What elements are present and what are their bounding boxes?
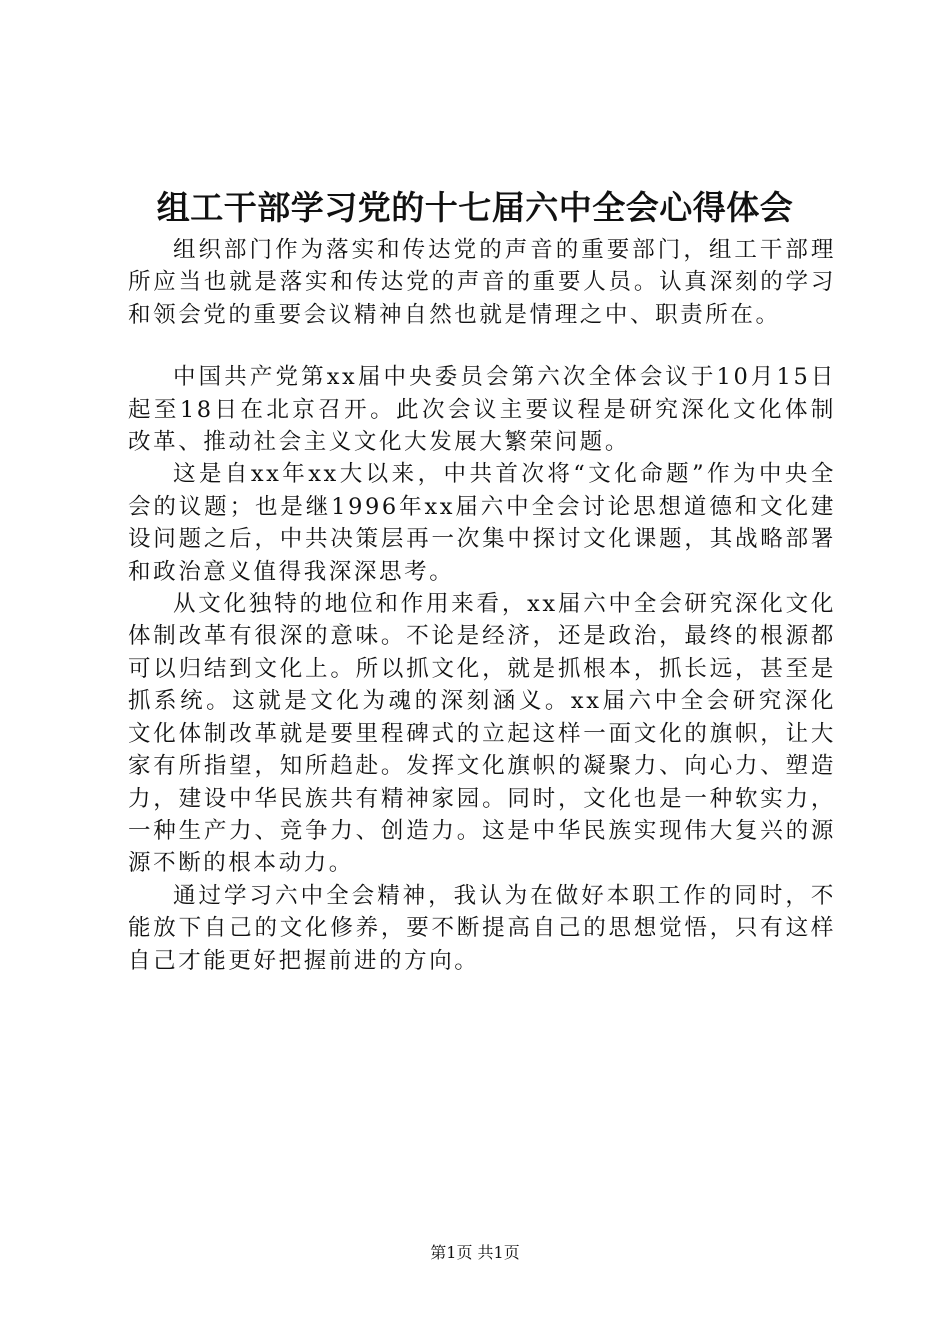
paragraph-meeting: 中国共产党第xx届中央委员会第六次全体会议于10月15日起至18日在北京召开。此次会议主要议程是研究深化文化体制改革、推动社会主义文化大发展大繁荣问题。 (128, 364, 836, 456)
paragraph-intro: 组织部门作为落实和传达党的声音的重要部门，组工干部理所应当也就是落实和传达党的声音的重要人员。认真深刻的学习和领会党的重要会议精神自然也就是情理之中、职责所在。 (128, 237, 836, 328)
paragraph-spacer (128, 331, 836, 361)
paragraph-culture: 从文化独特的地位和作用来看，xx届六中全会研究深化文化体制改革有很深的意味。不论是经济，还是政治，最终的根源都可以归结到文化上。所以抓文化，就是抓根本，抓长远，甚至是抓系统。这就是文化为魂的深刻涵义。xx届六中全会研究深化文化体制改革就是要里程碑式的立起这样一面文化的旗帜，让大家有所指望，知所趋赴。发挥文化旗帜的凝聚力、向心力、塑造力，建设中华民族共有精神家园。同时，文化也是一种软实力，一种生产力、竞争力、创造力。这是中华民族实现伟大复兴的源源不断的根本动力。 (128, 591, 836, 877)
document-body (128, 234, 836, 977)
paragraph-topic: 这是自xx年xx大以来，中共首次将“文化命题”作为中央全会的议题；也是继1996年xx届六中全会讨论思想道德和文化建设问题之后，中共决策层再一次集中探讨文化课题，其战略部署和政治意义值得我深深思考。 (128, 461, 836, 585)
paragraph-conclusion: 通过学习六中全会精神，我认为在做好本职工作的同时，不能放下自己的文化修养，要不断提高自己的思想觉悟，只有这样自己才能更好把握前进的方向。 (128, 882, 836, 974)
document-title: 组工干部学习党的十七届六中全会心得体会 (156, 188, 794, 227)
page-footer: 第1页 共1页 (430, 1243, 520, 1262)
